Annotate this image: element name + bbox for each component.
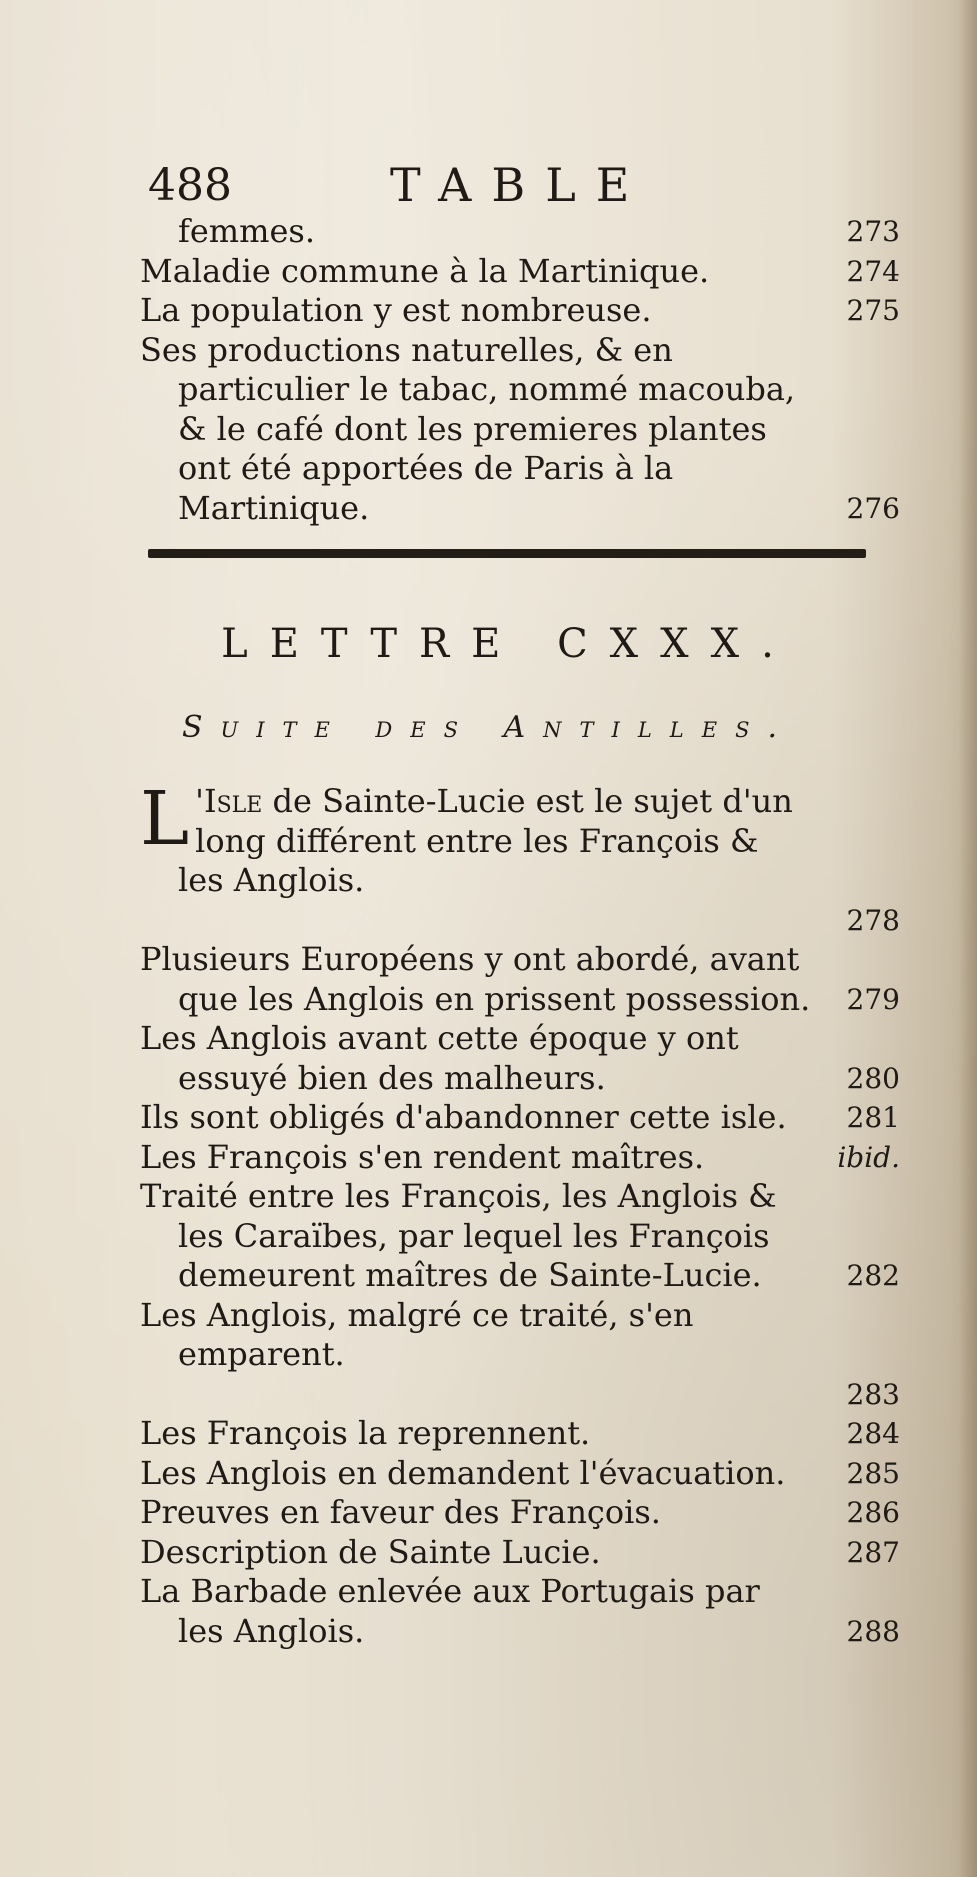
table-entry-first: [140, 776, 900, 940]
page-edge-shadow: [959, 0, 977, 1877]
entry-text: Les François s'en rendent maîtres.: [140, 1137, 705, 1176]
entry-text: Les Anglois avant cette époque y ont essuyé bien des malheurs.: [140, 1019, 739, 1097]
entry-page: 286: [846, 1496, 900, 1529]
table-entry: [140, 291, 900, 331]
drop-cap: L: [140, 776, 190, 862]
table-entries-top: [140, 212, 900, 528]
entry-text: Ses productions naturelles, & en particulier le tabac, nommé macouba, & le café dont les premieres plantes ont été apportées de Paris à la Martinique.: [140, 330, 796, 527]
entry-page: 284: [846, 1417, 900, 1450]
small-caps-word: 'Isle: [195, 782, 263, 820]
entry-page: 280: [846, 1061, 900, 1095]
entry-page: 279: [846, 982, 900, 1016]
letter-title: LETTRE CXXX.: [221, 621, 796, 667]
table-entry: [140, 1177, 900, 1296]
table-entry: [140, 212, 900, 252]
page-header: [148, 160, 868, 220]
entry-page: 275: [846, 294, 900, 327]
entry-page: 287: [846, 1535, 900, 1569]
letter-subtitle: Suite des Antilles.: [182, 710, 795, 745]
table-entry: [140, 1454, 900, 1494]
table-entry: [140, 1533, 900, 1573]
entry-page: 276: [846, 491, 900, 525]
entry-text: Les François la reprennent.: [140, 1414, 591, 1452]
table-entry: [140, 1296, 900, 1415]
entry-page: 273: [846, 215, 900, 248]
entry-text: Les Anglois en demandent l'évacuation.: [140, 1453, 786, 1492]
entry-text: La Barbade enlevée aux Portugais par les Anglois.: [140, 1572, 760, 1650]
entry-text: Les Anglois, malgré ce traité, s'en emparent.: [140, 1295, 694, 1373]
entry-page: 288: [846, 1614, 900, 1648]
entry-page: 282: [846, 1259, 900, 1292]
page-number: 488: [148, 160, 232, 211]
entry-page: 281: [846, 1101, 900, 1134]
entry-text: de Sainte-Lucie est le sujet d'un long différent entre les François & les Anglois.: [178, 782, 793, 899]
entry-page: 285: [846, 1456, 900, 1490]
entry-page: 278: [846, 903, 900, 937]
entry-page: ibid.: [837, 1140, 900, 1174]
table-entry: [140, 1098, 900, 1138]
table-entry: [140, 1138, 900, 1178]
entry-text: Plusieurs Européens y ont abordé, avant que les Anglois en prissent possession.: [140, 940, 811, 1018]
table-entries-bottom: [140, 776, 900, 1651]
table-entry: [140, 252, 900, 292]
table-entry: [140, 1572, 900, 1651]
running-title: TABLE: [390, 158, 650, 212]
entry-text: Preuves en faveur des François.: [140, 1493, 661, 1531]
table-entry: [140, 1414, 900, 1454]
entry-text: Maladie commune à la Martinique.: [140, 251, 710, 290]
section-divider-rule: [148, 549, 866, 558]
table-entry: [140, 940, 900, 1019]
entry-text: femmes.: [178, 212, 315, 250]
entry-text: La population y est nombreuse.: [140, 291, 652, 329]
entry-page: 283: [846, 1377, 900, 1411]
table-entry: [140, 1019, 900, 1098]
entry-text: Ils sont obligés d'abandonner cette isle.: [140, 1098, 787, 1136]
table-entry: [140, 1493, 900, 1533]
entry-text: Description de Sainte Lucie.: [140, 1532, 601, 1571]
table-entry: [140, 331, 900, 529]
entry-text: Traité entre les François, les Anglois & les Caraïbes, par lequel les François demeurent maîtres de Sainte-Lucie.: [140, 1177, 777, 1294]
entry-page: 274: [846, 254, 900, 288]
